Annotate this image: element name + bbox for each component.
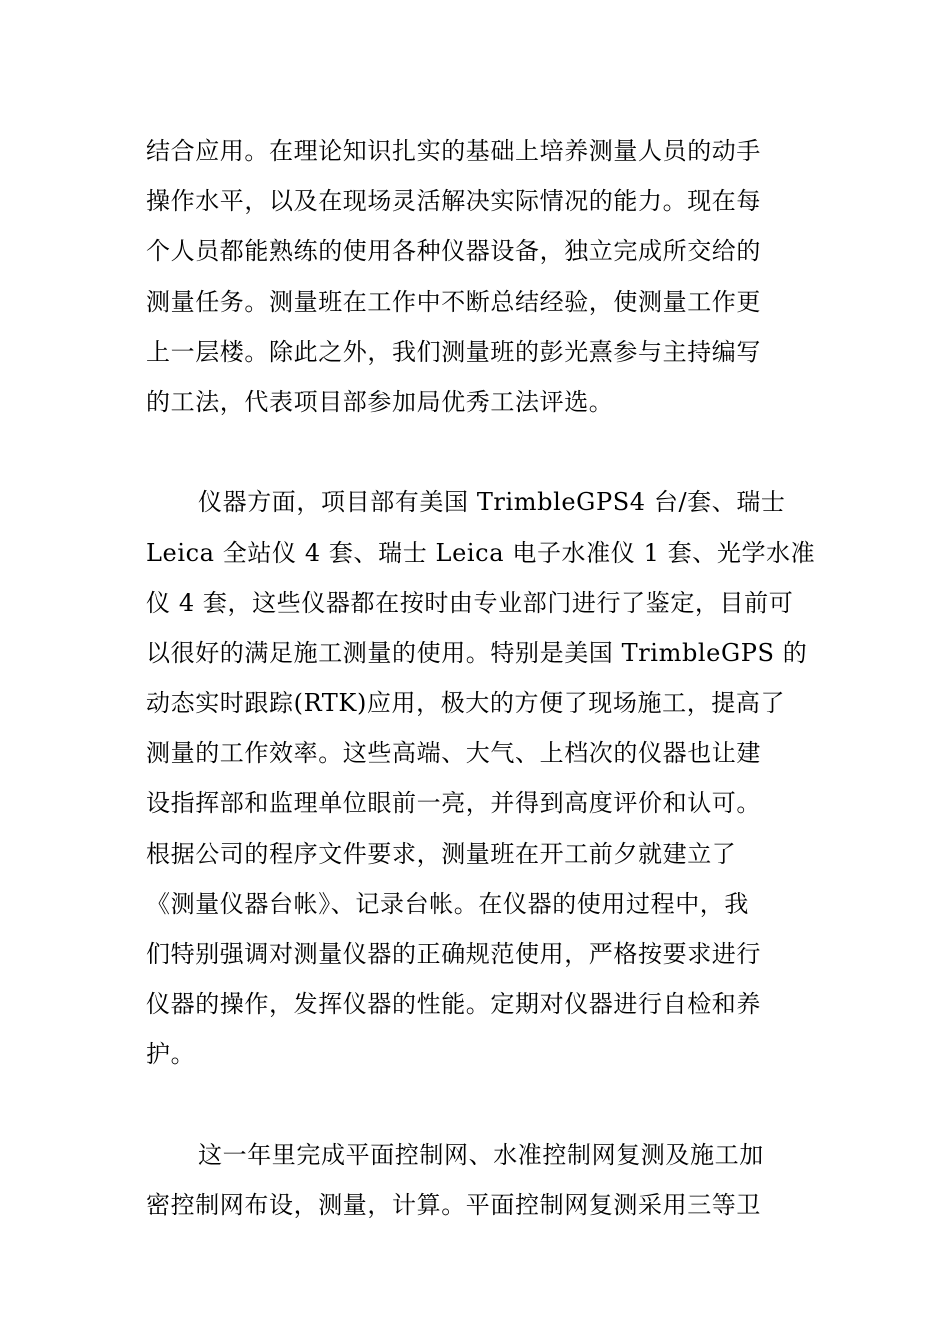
text-line-first: 这一年里完成平面控制网、水准控制网复测及施工加 — [198, 1140, 764, 1169]
text-line: 们特别强调对测量仪器的正确规范使用，严格按要求进行 — [146, 940, 761, 968]
text-line: 仪器的操作，发挥仪器的性能。定期对仪器进行自检和养 — [146, 990, 761, 1019]
paragraph-training — [146, 126, 806, 427]
paragraph-spacer — [146, 427, 806, 477]
text-line-first: 仪器方面，项目部有美国 TrimbleGPS4 台/套、瑞士 — [198, 488, 786, 517]
paragraph-control-network — [146, 1130, 806, 1230]
text-line: 操作水平，以及在现场灵活解决实际情况的能力。现在每 — [146, 187, 761, 216]
text-line: 设指挥部和监理单位眼前一亮，并得到高度评价和认可。 — [146, 789, 761, 818]
text-line: 以很好的满足施工测量的使用。特别是美国 TrimbleGPS 的 — [146, 638, 808, 667]
paragraph-spacer — [146, 1080, 806, 1130]
text-line: 动态实时跟踪(RTK)应用，极大的方便了现场施工，提高了 — [146, 689, 786, 718]
text-line: 护。 — [146, 1040, 196, 1069]
text-line: 测量的工作效率。这些高端、大气、上档次的仪器也让建 — [146, 739, 761, 768]
text-line: 个人员都能熟练的使用各种仪器设备，独立完成所交给的 — [146, 237, 761, 266]
text-line: 结合应用。在理论知识扎实的基础上培养测量人员的动手 — [146, 137, 761, 165]
text-line: 仪 4 套，这些仪器都在按时由专业部门进行了鉴定，目前可 — [146, 588, 794, 617]
text-line: 根据公司的程序文件要求，测量班在开工前夕就建立了 — [146, 839, 737, 868]
document-body — [146, 126, 816, 1230]
text-line: 《测量仪器台帐》、记录台帐。在仪器的使用过程中，我 — [146, 889, 749, 918]
text-line: 测量任务。测量班在工作中不断总结经验，使测量工作更 — [146, 287, 761, 316]
text-line: 密控制网布设，测量，计算。平面控制网复测采用三等卫 — [146, 1190, 761, 1219]
text-line: 的工法，代表项目部参加局优秀工法评选。 — [146, 387, 614, 416]
paragraph-instruments — [146, 477, 816, 1079]
text-line: 上一层楼。除此之外，我们测量班的彭光熹参与主持编写 — [146, 337, 761, 366]
text-line: Leica 全站仪 4 套、瑞士 Leica 电子水准仪 1 套、光学水准 — [146, 538, 816, 567]
